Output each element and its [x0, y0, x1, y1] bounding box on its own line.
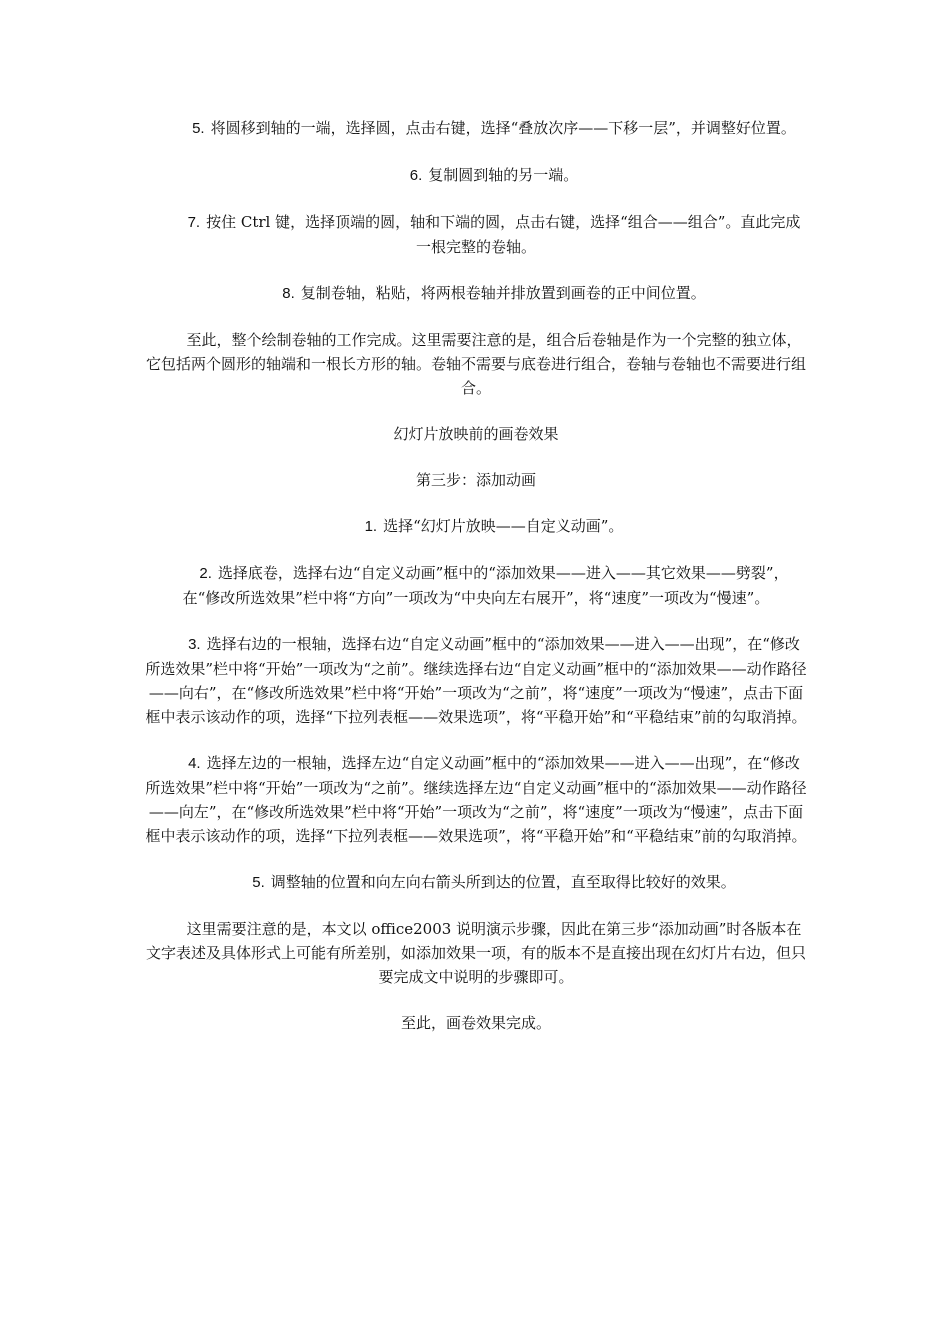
step-number: 6. — [409, 167, 423, 184]
paragraph-text: 将圆移到轴的一端，选择圆，点击右键，选择“叠放次序——下移一层”，并调整好位置。 — [210, 119, 796, 137]
step-number: 7. — [187, 214, 201, 231]
paragraph-text: 按住 Ctrl 键，选择顶端的圆，轴和下端的圆，点击右键，选择“组合——组合”。直此完成一根完整的卷轴。 — [206, 213, 801, 256]
paragraph-step-6-copy-circle — [145, 163, 807, 188]
caption-text: 幻灯片放映前的画卷效果 — [393, 425, 559, 443]
heading-text: 第三步：添加动画 — [415, 471, 536, 489]
step-number: 1. — [364, 518, 378, 535]
paragraph-step-7-group — [145, 210, 807, 259]
paragraph-text: 复制卷轴，粘贴，将两根卷轴并排放置到画卷的正中间位置。 — [300, 284, 706, 302]
paragraph-anim-step-3 — [145, 632, 807, 729]
step-number: 4. — [188, 755, 201, 772]
paragraph-anim-step-4 — [145, 751, 807, 848]
caption-before-slideshow — [145, 422, 807, 446]
step-number: 3. — [188, 636, 201, 653]
paragraph-text: 这里需要注意的是，本文以 office2003 说明演示步骤，因此在第三步“添加动画”时各版本在文字表述及具体形式上可能有所差别，如添加效果一项，有的版本不是直接出现在幻灯片右边，但只要完成文中说明的步骤即可。 — [145, 920, 806, 986]
document-body — [145, 116, 807, 1035]
step-number: 5. — [192, 120, 205, 137]
paragraph-step-8-copy-scroll — [145, 281, 807, 306]
section-heading-step-three — [145, 468, 807, 492]
paragraph-conclusion — [145, 1011, 807, 1035]
paragraph-note-version — [145, 917, 807, 989]
paragraph-text: 选择右边的一根轴，选择右边“自定义动画”框中的“添加效果——进入——出现”，在“修改所选效果”栏中将“开始”一项改为“之前”。继续选择右边“自定义动画”框中的“添加效果——动作路径——向右”，在“修改所选效果”栏中将“开始”一项改为“之前”，将“速度”一项改为“慢速”，点击下面框中表示该动作的项，选择“下拉列表框——效果选项”，将“平稳开始”和“平稳结束”前的勾取消掉。 — [145, 635, 807, 726]
paragraph-text: 选择左边的一根轴，选择左边“自定义动画”框中的“添加效果——进入——出现”，在“修改所选效果”栏中将“开始”一项改为“之前”。继续选择左边“自定义动画”框中的“添加效果——动作路径——向左”，在“修改所选效果”栏中将“开始”一项改为“之前”，将“速度”一项改为“慢速”，点击下面框中表示该动作的项，选择“下拉列表框——效果选项”，将“平稳开始”和“平稳结束”前的勾取消掉。 — [145, 754, 807, 845]
paragraph-text: 复制圆到轴的另一端。 — [428, 166, 579, 184]
paragraph-anim-step-5 — [145, 870, 807, 895]
paragraph-note-scroll-complete — [145, 328, 807, 400]
paragraph-text: 调整轴的位置和向左向右箭头所到达的位置，直至取得比较好的效果。 — [270, 873, 736, 891]
paragraph-text: 至此，整个绘制卷轴的工作完成。这里需要注意的是，组合后卷轴是作为一个完整的独立体，它包括两个圆形的轴端和一根长方形的轴。卷轴不需要与底卷进行组合，卷轴与卷轴也不需要进行组合。 — [145, 331, 806, 397]
step-number: 5. — [252, 874, 265, 891]
step-number: 2. — [199, 565, 212, 582]
paragraph-text: 至此，画卷效果完成。 — [400, 1014, 551, 1032]
paragraph-text: 选择“幻灯片放映——自定义动画”。 — [383, 517, 624, 535]
step-number: 8. — [282, 285, 295, 302]
paragraph-step-5-move-circle — [145, 116, 807, 141]
paragraph-text: 选择底卷，选择右边“自定义动画”框中的“添加效果——进入——其它效果——劈裂”，在“修改所选效果”栏中将“方向”一项改为“中央向左右展开”，将“速度”一项改为“慢速”。 — [182, 564, 789, 607]
paragraph-anim-step-2 — [145, 561, 807, 610]
paragraph-anim-step-1 — [145, 514, 807, 539]
